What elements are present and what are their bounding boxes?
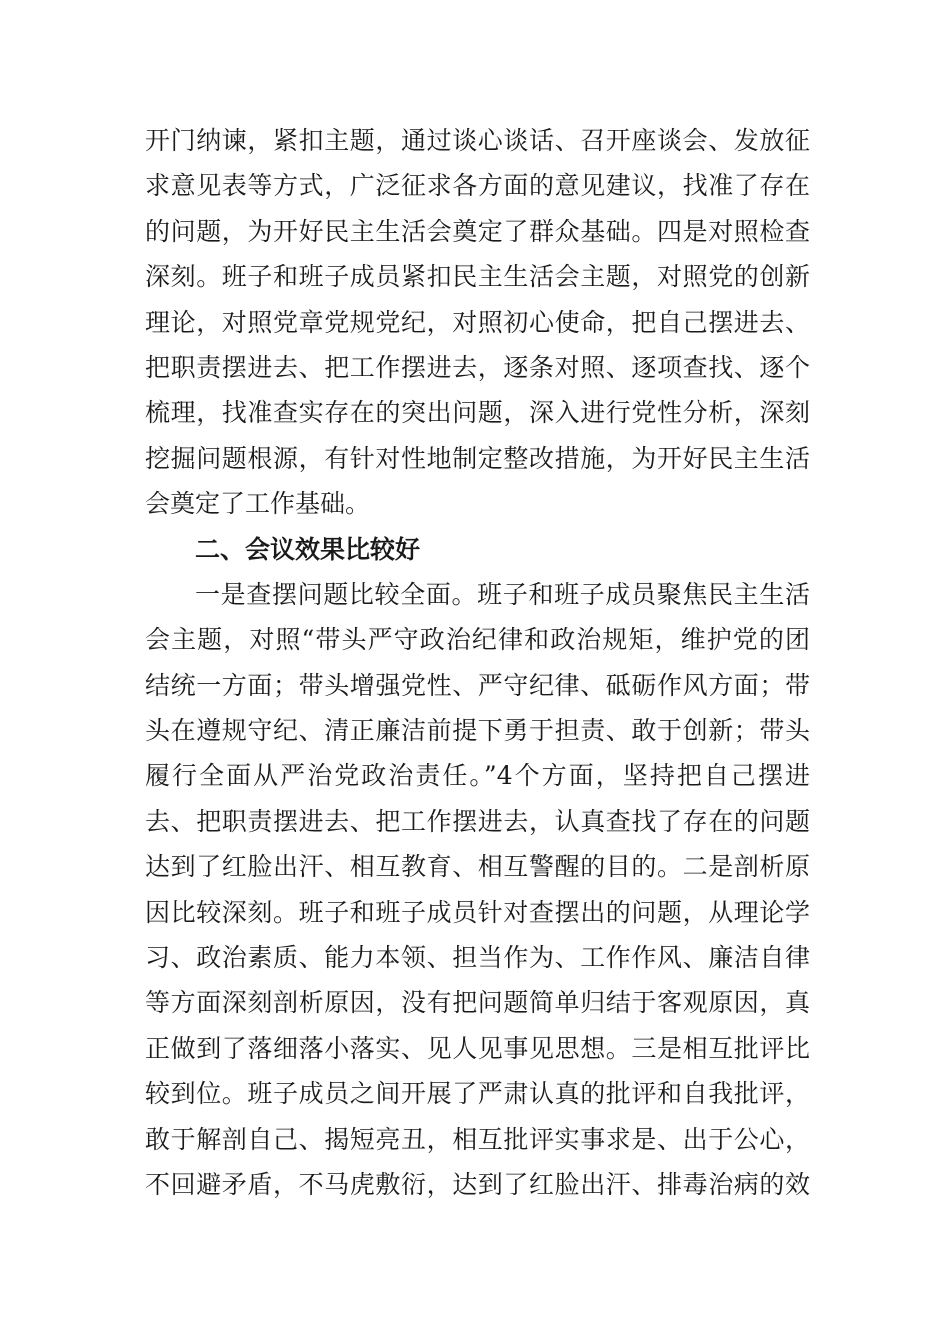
- paragraph-line: 一是查摆问题比较全面。班子和班子成员聚焦民主生活: [195, 579, 810, 609]
- paragraph-line: 开门纳谏，紧扣主题，通过谈心谈话、召开座谈会、发放征: [145, 126, 810, 155]
- paragraph-line: 达到了红脸出汗、相互教育、相互警醒的目的。二是剖析原: [145, 852, 810, 882]
- paragraph-line: 敢于解剖自己、揭短亮丑，相互批评实事求是、出于公心，: [145, 1124, 810, 1154]
- paragraph-line: 会奠定了工作基础。: [145, 489, 371, 519]
- paragraph-line: 履行全面从严治党政治责任。”4个方面，坚持把自己摆进: [145, 761, 810, 791]
- paragraph-line: 头在遵规守纪、清正廉洁前提下勇于担责、敢于创新；带头: [145, 716, 810, 746]
- body-text: [145, 118, 810, 1207]
- paragraph-1: [145, 118, 810, 527]
- paragraph-line: 的问题，为开好民主生活会奠定了群众基础。四是对照检查: [145, 216, 810, 246]
- paragraph-line: 等方面深刻剖析原因，没有把问题简单归结于客观原因，真: [145, 988, 810, 1018]
- paragraph-line: 去、把职责摆进去、把工作摆进去，认真查找了存在的问题: [145, 806, 810, 836]
- paragraph-line: 正做到了落细落小落实、见人见事见思想。三是相互批评比: [145, 1033, 810, 1063]
- paragraph-line: 因比较深刻。班子和班子成员针对查摆出的问题，从理论学: [145, 897, 810, 927]
- paragraph-line: 深刻。班子和班子成员紧扣民主生活会主题，对照党的创新: [145, 262, 810, 292]
- paragraph-line: 会主题，对照“带头严守政治纪律和政治规矩，维护党的团: [145, 625, 810, 655]
- paragraph-line: 习、政治素质、能力本领、担当作为、工作作风、廉洁自律: [145, 943, 810, 973]
- paragraph-line: 求意见表等方式，广泛征求各方面的意见建议，找准了存在: [145, 171, 810, 201]
- section-heading: 二、会议效果比较好: [195, 534, 421, 564]
- paragraph-line: 把职责摆进去、把工作摆进去，逐条对照、逐项查找、逐个: [145, 352, 810, 382]
- paragraph-2: [145, 572, 810, 1207]
- paragraph-line: 不回避矛盾，不马虎敷衍，达到了红脸出汗、排毒治病的效: [145, 1169, 810, 1199]
- paragraph-line: 较到位。班子成员之间开展了严肃认真的批评和自我批评，: [145, 1079, 810, 1109]
- paragraph-line: 结统一方面；带头增强党性、严守纪律、砥砺作风方面；带: [145, 670, 810, 700]
- paragraph-line: 挖掘问题根源，有针对性地制定整改措施，为开好民主生活: [145, 443, 810, 473]
- paragraph-line: 理论，对照党章党规党纪，对照初心使命，把自己摆进去、: [145, 307, 810, 337]
- paragraph-line: 梳理，找准查实存在的突出问题，深入进行党性分析，深刻: [145, 398, 810, 428]
